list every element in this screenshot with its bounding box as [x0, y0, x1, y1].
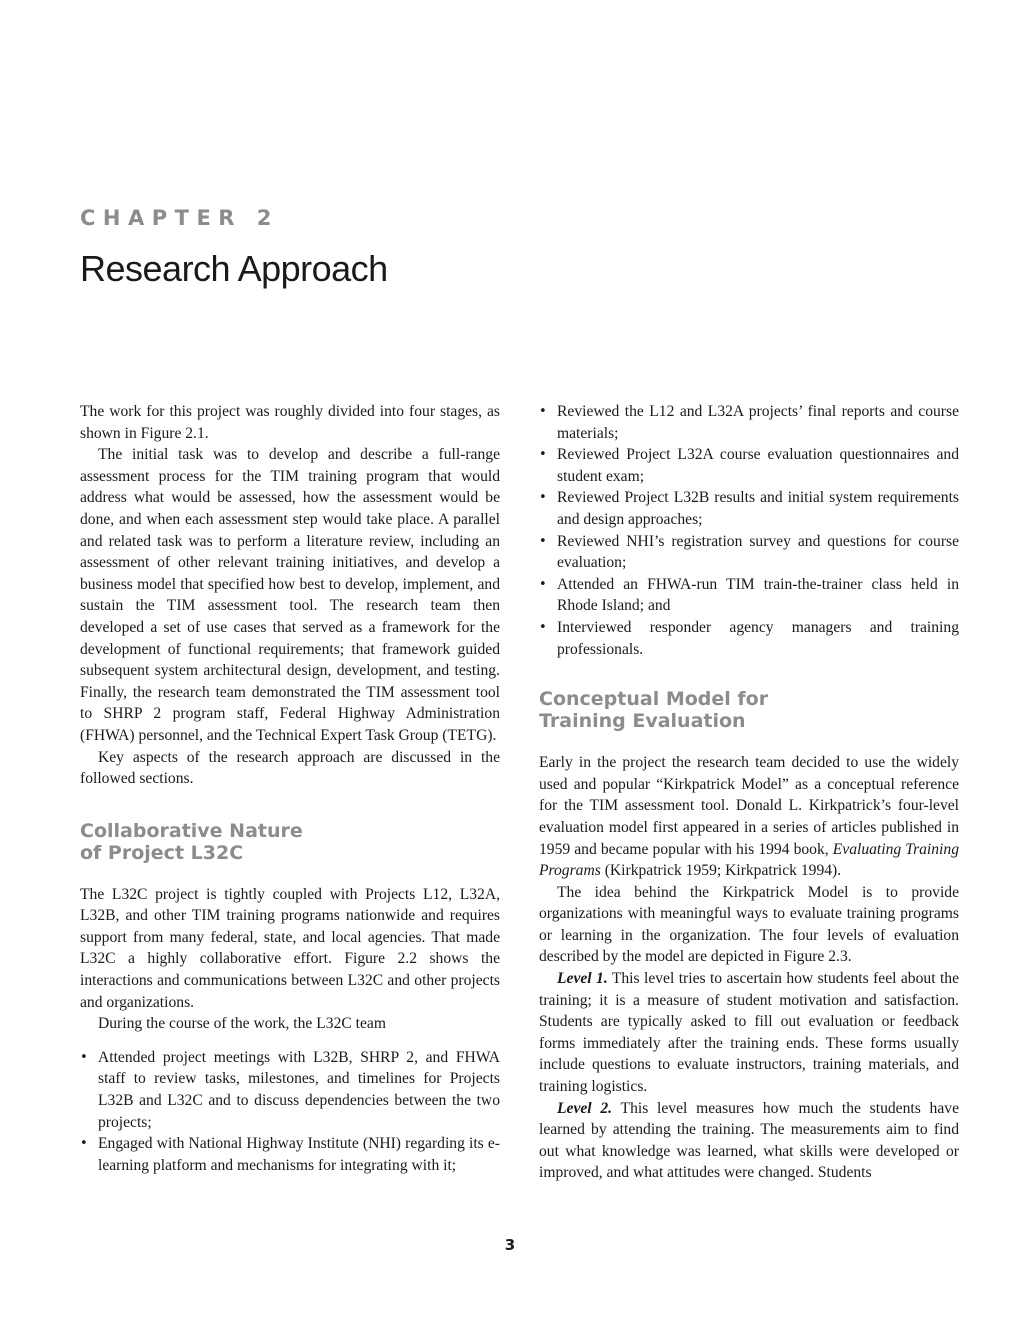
- list-item: • Attended an FHWA-run TIM train-the-trainer class held in Rhode Island; and: [539, 574, 959, 617]
- section-heading-collaborative-nature: [80, 820, 500, 864]
- heading-line: Conceptual Model for: [539, 688, 769, 711]
- list-item: • Reviewed Project L32A course evaluation questionnaires and student exam;: [539, 444, 959, 487]
- heading-line: Collaborative Nature: [80, 819, 303, 842]
- list-item: • Attended project meetings with L32B, SHRP 2, and FHWA staff to review tasks, milestones, and timelines for Projects L32B and L32C and to discuss dependencies between the two projects;: [80, 1047, 500, 1133]
- intro-paragraph: Key aspects of the research approach are discussed in the followed sections.: [80, 748, 500, 788]
- level-label: Level 1.: [557, 970, 608, 988]
- right-column: [539, 401, 959, 1184]
- intro-paragraph: The initial task was to develop and describe a full-range assessment process for the TIM training program that would address what would be assessed, how the assessment would be done, and when each assessment step would take place. A parallel and related task was to perform a literature review, including an assessment of other relevant training initiatives, and develop a business model that specified how best to develop, implement, and sustain the TIM assessment tool. The research team then developed a set of use cases that served as a framework for the development of functional requirements; that framework guided subsequent system architectural design, development, and testing. Finally, the research team demonstrated the TIM assessment tool to SHRP 2 program staff, Federal Highway Administration (FHWA) personnel, and the Technical Expert Task Group (TETG).: [80, 446, 500, 744]
- left-column: [80, 401, 500, 1176]
- body-paragraph: The idea behind the Kirkpatrick Model is to provide organizations with meaningful ways to evaluate training programs or learning in the organization. The four levels of evaluation described by the model are depicted in Figure 2.3.: [539, 883, 959, 966]
- section-heading-conceptual-model: [539, 688, 959, 732]
- chapter-title: Research Approach: [80, 248, 388, 289]
- level-label: Level 2.: [557, 1099, 613, 1117]
- book-title: Evaluating Training Programs: [539, 840, 959, 880]
- heading-line: of Project L32C: [80, 841, 244, 864]
- text-run: This level measures how much the students have learned by attending the training. The measurements aim to find out what knowledge was learned, what skills were developed or improved, and what attitudes were changed. Students: [539, 1099, 959, 1182]
- level-2-paragraph: [539, 1098, 959, 1184]
- intro-paragraph: The work for this project was roughly divided into four stages, as shown in Figure 2.1.: [80, 403, 500, 442]
- body-paragraph: [539, 752, 959, 882]
- text-run: Early in the project the research team decided to use the widely used and popular “Kirkpatrick Model” as a conceptual reference for the TIM assessment tool. Donald L. Kirkpatrick’s four-level evaluation model first appeared in a series of articles published in 1959 and became popular with his 1994 book,: [539, 754, 959, 858]
- page-number: 3: [504, 1236, 516, 1254]
- bullet-list: [539, 401, 959, 660]
- bullet-list: [80, 1047, 500, 1177]
- list-item: • Reviewed Project L32B results and initial system requirements and design approaches;: [539, 487, 959, 530]
- body-paragraph: The L32C project is tightly coupled with Projects L12, L32A, L32B, and other TIM training programs nationwide and requires support from many federal, state, and local agencies. That made L32C a highly collaborative effort. Figure 2.2 shows the interactions and communications between L32C and other projects and organizations.: [80, 885, 500, 1011]
- heading-line: Training Evaluation: [539, 710, 746, 733]
- list-item: • Reviewed the L12 and L32A projects’ final reports and course materials;: [539, 401, 959, 444]
- list-item: • Reviewed NHI’s registration survey and questions for course evaluation;: [539, 531, 959, 574]
- list-item: • Engaged with National Highway Institute (NHI) regarding its e-learning platform and mechanisms for integrating with it;: [80, 1133, 500, 1176]
- list-item: • Interviewed responder agency managers and training professionals.: [539, 617, 959, 660]
- text-run: (Kirkpatrick 1959; Kirkpatrick 1994).: [600, 862, 842, 880]
- level-1-paragraph: [539, 968, 959, 1098]
- text-run: This level tries to ascertain how students feel about the training; it is a measure of student motivation and satisfaction. Students are typically asked to fill out evaluation or feedback forms immediately after the training ends. These forms usually include questions to evaluate instructors, training materials, and training logistics.: [539, 970, 959, 1096]
- chapter-label: CHAPTER 2: [80, 206, 279, 230]
- body-paragraph: During the course of the work, the L32C team: [98, 1015, 386, 1033]
